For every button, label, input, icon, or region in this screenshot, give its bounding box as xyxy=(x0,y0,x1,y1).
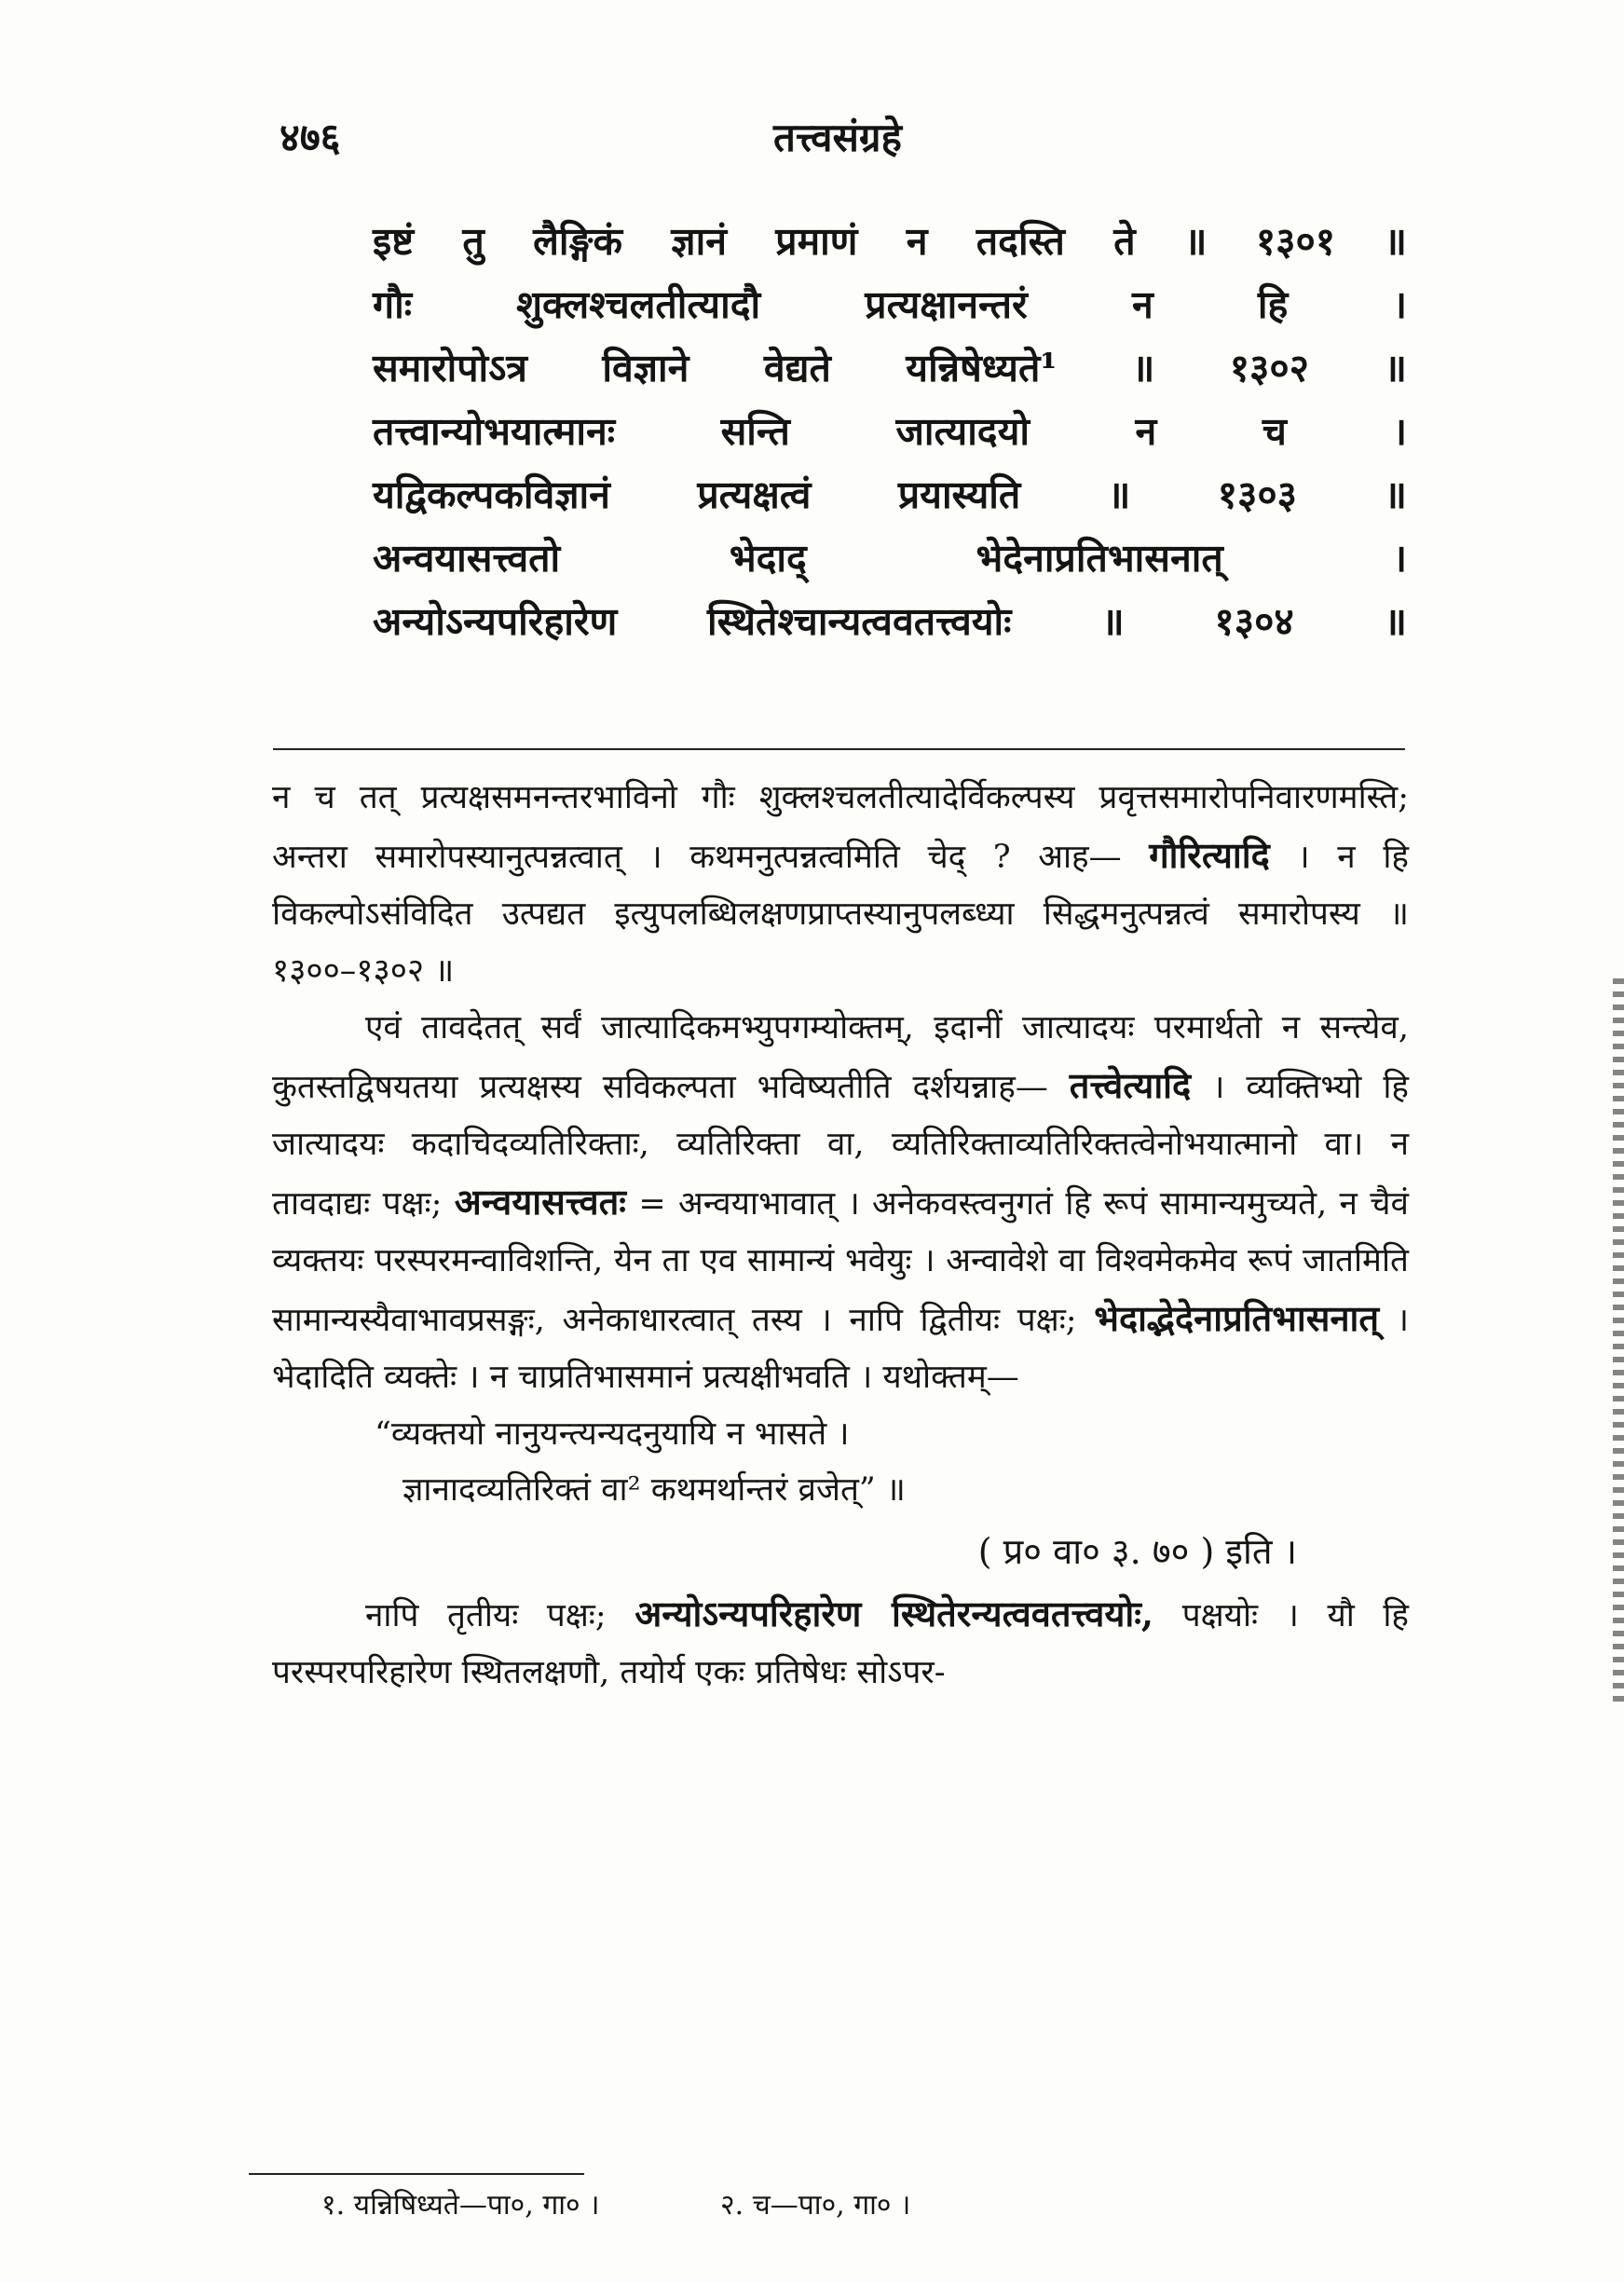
quote-line: ज्ञानादव्यतिरिक्तं वा² कथमर्थान्तरं व्रजेत्” ॥ xyxy=(403,1471,906,1509)
commentary-paragraph xyxy=(272,770,1409,1000)
page-header xyxy=(280,110,1398,166)
keyword-anyonya: अन्योऽन्यपरिहारेण स्थितेरन्यत्ववतत्त्वयोः, xyxy=(635,1593,1154,1634)
verse-line: अन्वयासत्त्वतो भेदाद् भेदेनाप्रतिभासनात् । xyxy=(373,536,1407,581)
verse-block xyxy=(373,210,1407,653)
citation: ( प्र० वा० ३. ७० ) इति । xyxy=(977,1531,1297,1572)
footnotes xyxy=(321,2185,1346,2226)
quote-line: “व्यक्तयो नानुयन्त्यन्यदनुयायि न भासते । xyxy=(375,1415,850,1453)
commentary-paragraph xyxy=(272,1000,1409,1406)
commentary-paragraph xyxy=(272,1585,1409,1702)
keyword-bhedad: भेदाद्भेदेनाप्रतिभासनात् xyxy=(1094,1297,1380,1339)
footnote: १. यन्निषिध्यते—पा०, गा० । xyxy=(321,2189,600,2221)
commentary-text: । व्यक्तिभ्यो हि जात्यादयः कदाचिदव्यतिरिक्ताः, व्यतिरिक्ता वा, व्यतिरिक्ताव्यतिरिक्तत्वेनोभयात्मानो वा। न तावदाद्यः पक्षः; xyxy=(272,1069,1409,1223)
footnote: २. च—पा०, गा० । xyxy=(720,2189,911,2221)
commentary-text: एवं तावदेतत् सर्वं जात्यादिकमभ्युपगम्योक्तम्, इदानीं जात्यादयः परमार्थतो न सन्त्येव, कुतस्तद्विषयतया प्रत्यक्षस्य सविकल्पता भविष्यतीति दर्शयन्नाह— xyxy=(272,1009,1409,1106)
running-title: तत्त्वसंग्रहे xyxy=(773,115,902,160)
scan-edge-marks xyxy=(1613,978,1624,1705)
verse-line: समारोपोऽत्र विज्ञाने वेद्यते यन्निषेध्यते¹ ॥ १३०२ ॥ xyxy=(373,346,1407,390)
commentary-text: नापि तृतीयः पक्षः; xyxy=(365,1597,607,1634)
keyword-anvayasattvatah: अन्वयासत्त्वतः xyxy=(454,1181,626,1223)
page-number: ४७६ xyxy=(280,115,341,160)
commentary xyxy=(272,770,1409,1702)
commentary-text: । न हि विकल्पोऽसंविदित उत्पद्यत इत्युपलब्धिलक्षणप्राप्तस्यानुपलब्ध्या सिद्धमनुत्पन्नत्वं समारोपस्य ॥ १३००–१३०२ ॥ xyxy=(272,839,1409,990)
keyword-tattva: तत्त्वेत्यादि xyxy=(1069,1064,1192,1106)
verse-divider xyxy=(273,748,1405,750)
verse-line: इष्टं तु लैङ्गिकं ज्ञानं प्रमाणं न तदस्ति ते ॥ १३०१ ॥ xyxy=(373,219,1407,264)
verse-line: यद्विकल्पकविज्ञानं प्रत्यक्षत्वं प्रयास्यति ॥ १३०३ ॥ xyxy=(373,472,1407,517)
commentary-text: । भेदादिति व्यक्तेः । न चाप्रतिभासमानं प्रत्यक्षीभवति । यथोक्तम्— xyxy=(272,1302,1409,1396)
footnote-divider xyxy=(249,2173,584,2175)
verse-line: गौः शुक्लश्चलतीत्यादौ प्रत्यक्षानन्तरं न हि । xyxy=(373,282,1407,327)
commentary-text: = अन्वयाभावात् । अनेकवस्त्वनुगतं हि रूपं सामान्यमुच्यते, न चैवं व्यक्तयः परस्परमन्वाविशन्ति, येन ता एव सामान्यं भवेयुः । अन्वावेशे वा विश्वमेकमेव रूपं जातमिति सामान्यस्यैवाभावप्रसङ्गः, अनेकाधारत्वात् तस्य । नापि द्वितीयः पक्षः; xyxy=(272,1185,1409,1339)
verse-line: तत्त्वान्योभयात्मानः सन्ति जात्यादयो न च । xyxy=(373,409,1407,454)
verse-line: अन्योऽन्यपरिहारेण स्थितेश्चान्यत्ववतत्त्वयोः ॥ १३०४ ॥ xyxy=(373,599,1407,644)
commentary-text: न च तत् प्रत्यक्षसमनन्तरभाविनो गौः शुक्लश्चलतीत्यादेर्विकल्पस्य प्रवृत्तसमारोपनिवारणमस्ति; अन्तरा समारोपस्यानुत्पन्नत्वात् । कथमनुत्पन्नत्वमिति चेद् ? आह— xyxy=(272,779,1409,876)
keyword-gaur: गौरित्यादि xyxy=(1149,834,1270,876)
commentary-text: पक्षयोः । यौ हि परस्परपरिहारेण स्थितलक्षणौ, तयोर्य एकः प्रतिषेधः सोऽपर- xyxy=(272,1597,1409,1691)
